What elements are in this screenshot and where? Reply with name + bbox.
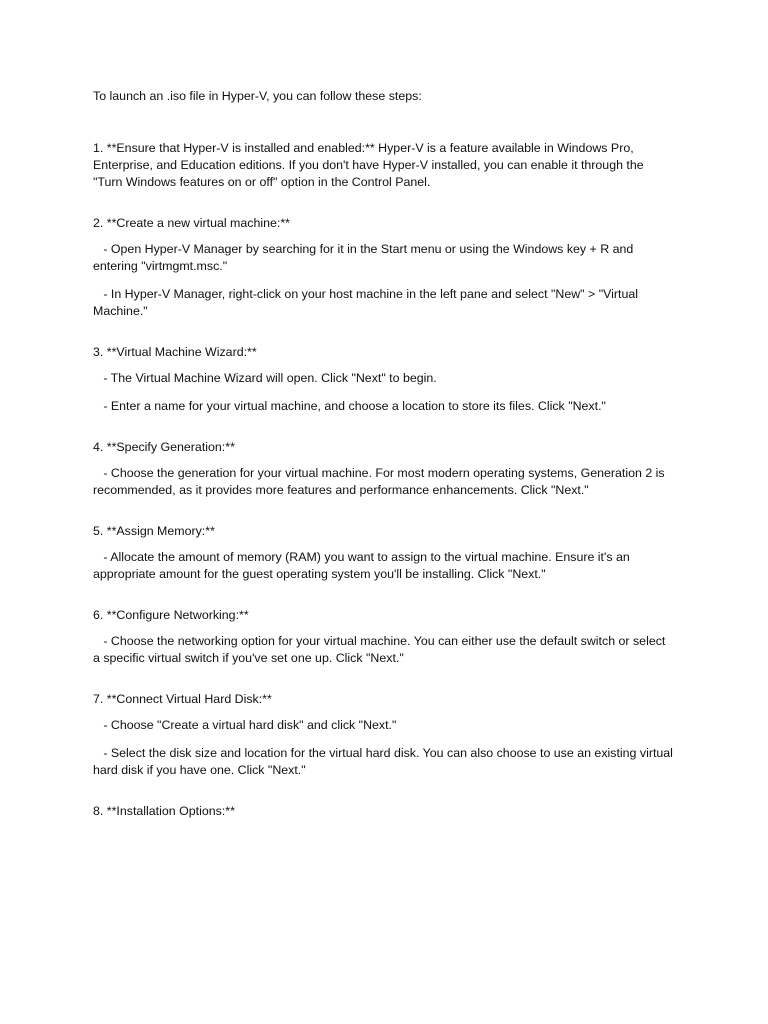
intro-text: To launch an .iso file in Hyper-V, you can follow these steps: <box>93 89 422 103</box>
step-3 <box>93 344 675 415</box>
step-4 <box>93 439 675 499</box>
step-2 <box>93 215 675 320</box>
step-heading: 3. **Virtual Machine Wizard:** <box>93 345 257 359</box>
step-heading: 8. **Installation Options:** <box>93 804 235 818</box>
step-bullet: - Select the disk size and location for the virtual hard disk. You can also choose to use an existing virtual hard disk if you have one. Click "Next." <box>93 746 677 777</box>
document-content <box>93 88 675 844</box>
step-bullet: - Open Hyper-V Manager by searching for it in the Start menu or using the Windows key + R and entering "virtmgmt.msc." <box>93 242 637 273</box>
step-bullet: - The Virtual Machine Wizard will open. Click "Next" to begin. <box>93 371 437 385</box>
step-bullet: - Choose "Create a virtual hard disk" and click "Next." <box>93 718 397 732</box>
step-8 <box>93 803 675 820</box>
step-5 <box>93 523 675 583</box>
step-heading: 2. **Create a new virtual machine:** <box>93 216 290 230</box>
step-bullet: - Allocate the amount of memory (RAM) you want to assign to the virtual machine. Ensure it's an appropriate amount for the guest operating system you'll be installing. Click "Next." <box>93 550 634 581</box>
step-6 <box>93 607 675 667</box>
step-bullet: - Choose the networking option for your virtual machine. You can either use the default switch or select a specific virtual switch if you've set one up. Click "Next." <box>93 634 669 665</box>
step-heading: 1. **Ensure that Hyper-V is installed and enabled:** Hyper-V is a feature available in Windows Pro, Enterprise, and Education editions. If you don't have Hyper-V installed, you can enable it through the "Turn Windows features on or off" option in the Control Panel. <box>93 141 648 189</box>
step-bullet: - In Hyper-V Manager, right-click on your host machine in the left pane and select "New" > "Virtual Machine." <box>93 287 642 318</box>
step-heading: 5. **Assign Memory:** <box>93 524 215 538</box>
step-bullet: - Choose the generation for your virtual machine. For most modern operating systems, Generation 2 is recommended, as it provides more features and performance enhancements. Click "Next." <box>93 466 669 497</box>
step-heading: 4. **Specify Generation:** <box>93 440 235 454</box>
step-1 <box>93 140 675 191</box>
step-heading: 6. **Configure Networking:** <box>93 608 249 622</box>
step-bullet: - Enter a name for your virtual machine, and choose a location to store its files. Click "Next." <box>93 399 606 413</box>
step-7 <box>93 691 675 779</box>
step-heading: 7. **Connect Virtual Hard Disk:** <box>93 692 272 706</box>
